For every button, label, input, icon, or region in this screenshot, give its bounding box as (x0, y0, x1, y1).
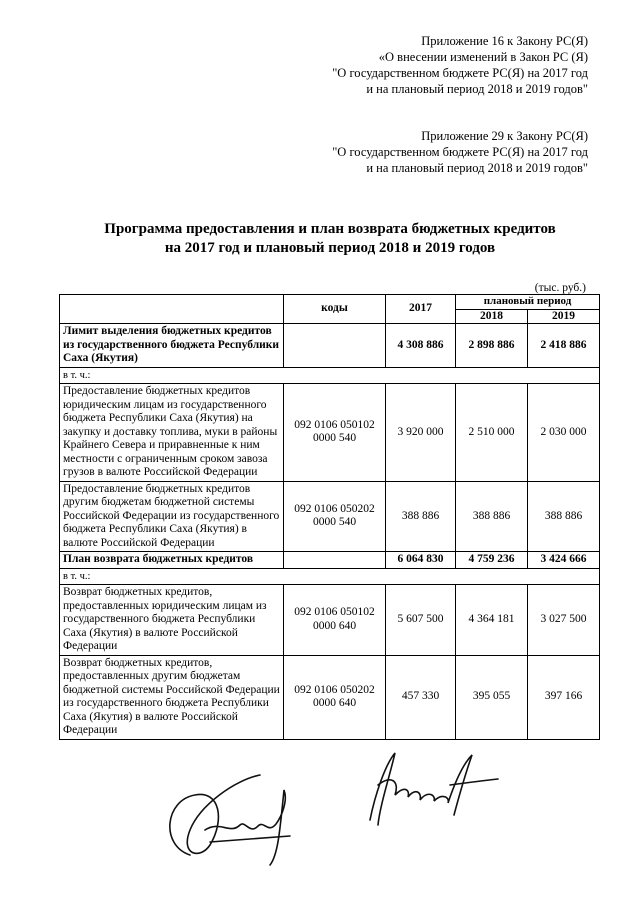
row-value-2019: 2 030 000 (528, 384, 600, 482)
row-value-2018: 2 898 886 (456, 324, 528, 368)
appendix-29-header (332, 128, 588, 176)
row-value-2018: 4 364 181 (456, 585, 528, 656)
table-row (60, 552, 600, 569)
title-line: Программа предоставления и план возврата бюджетных кредитов (104, 221, 556, 237)
row-code: 092 0106 050102 0000 640 (284, 585, 386, 656)
row-value-2017: 3 920 000 (386, 384, 456, 482)
table-row (60, 585, 600, 656)
table-row (60, 481, 600, 552)
row-value-2018: 395 055 (456, 655, 528, 739)
row-value-2019: 397 166 (528, 655, 600, 739)
header-line: Приложение 16 к Закону РС(Я) (421, 34, 588, 48)
table-row (60, 384, 600, 482)
header-line: и на плановый период 2018 и 2019 годов" (366, 161, 588, 175)
row-description: Лимит выделения бюджетных кредитов из государственного бюджета Республики Саха (Якутия) (60, 324, 284, 368)
document-title (60, 220, 600, 258)
row-code: 092 0106 050202 0000 540 (284, 481, 386, 552)
signature-left (150, 760, 310, 870)
header-2017: 2017 (386, 295, 456, 324)
appendix-16-header (332, 33, 588, 97)
row-value-2018: 2 510 000 (456, 384, 528, 482)
header-codes: коды (284, 295, 386, 324)
row-value-2018: 388 886 (456, 481, 528, 552)
table-row (60, 367, 600, 384)
table-row (60, 324, 600, 368)
header-line: "О государственном бюджете РС(Я) на 2017 год (332, 66, 588, 80)
signature-right (350, 745, 510, 835)
row-value-2018: 4 759 236 (456, 552, 528, 569)
header-2019: 2019 (528, 309, 600, 324)
row-value-2019: 388 886 (528, 481, 600, 552)
row-code: 092 0106 050102 0000 540 (284, 384, 386, 482)
row-value-2017: 6 064 830 (386, 552, 456, 569)
row-value-2017: 4 308 886 (386, 324, 456, 368)
row-value-2017: 388 886 (386, 481, 456, 552)
row-subheading: в т. ч.: (60, 367, 600, 384)
header-line: и на плановый период 2018 и 2019 годов" (366, 82, 588, 96)
row-code: 092 0106 050202 0000 640 (284, 655, 386, 739)
header-planned-period: плановый период (456, 295, 600, 310)
table-row (60, 568, 600, 585)
header-line: "О государственном бюджете РС(Я) на 2017 год (332, 145, 588, 159)
budget-credits-table (59, 294, 600, 740)
table-header-row (60, 295, 600, 310)
header-2018: 2018 (456, 309, 528, 324)
row-description: Предоставление бюджетных кредитов юридическим лицам из государственного бюджета Республики Саха (Якутия) на закупку и доставку топлива, муки в районы Крайнего Севера и приравненные к ним местности с ограниченным сроком завоза грузов в валюте Российской Федерации (60, 384, 284, 482)
row-subheading: в т. ч.: (60, 568, 600, 585)
row-code (284, 552, 386, 569)
row-value-2017: 457 330 (386, 655, 456, 739)
unit-label: (тыс. руб.) (534, 282, 586, 294)
header-blank-cell (60, 295, 284, 324)
row-description: Предоставление бюджетных кредитов другим бюджетам бюджетной системы Российской Федерации из государственного бюджета Республики Саха (Якутия) в валюте Российской Федерации (60, 481, 284, 552)
header-line: «О внесении изменений в Закон РС (Я) (378, 50, 588, 64)
row-description: Возврат бюджетных кредитов, предоставленных другим бюджетам бюджетной системы Российской Федерации из государственного бюджета Республики Саха (Якутия) в валюте Российской Федерации (60, 655, 284, 739)
header-line: Приложение 29 к Закону РС(Я) (421, 129, 588, 143)
row-value-2019: 3 424 666 (528, 552, 600, 569)
row-code (284, 324, 386, 368)
table-row (60, 655, 600, 739)
row-value-2017: 5 607 500 (386, 585, 456, 656)
row-value-2019: 2 418 886 (528, 324, 600, 368)
row-value-2019: 3 027 500 (528, 585, 600, 656)
row-description: Возврат бюджетных кредитов, предоставленных юридическим лицам из государственного бюджета Республики Саха (Якутия) в валюте Российской Федерации (60, 585, 284, 656)
row-description: План возврата бюджетных кредитов (60, 552, 284, 569)
title-line: на 2017 год и плановый период 2018 и 2019 годов (164, 240, 496, 256)
